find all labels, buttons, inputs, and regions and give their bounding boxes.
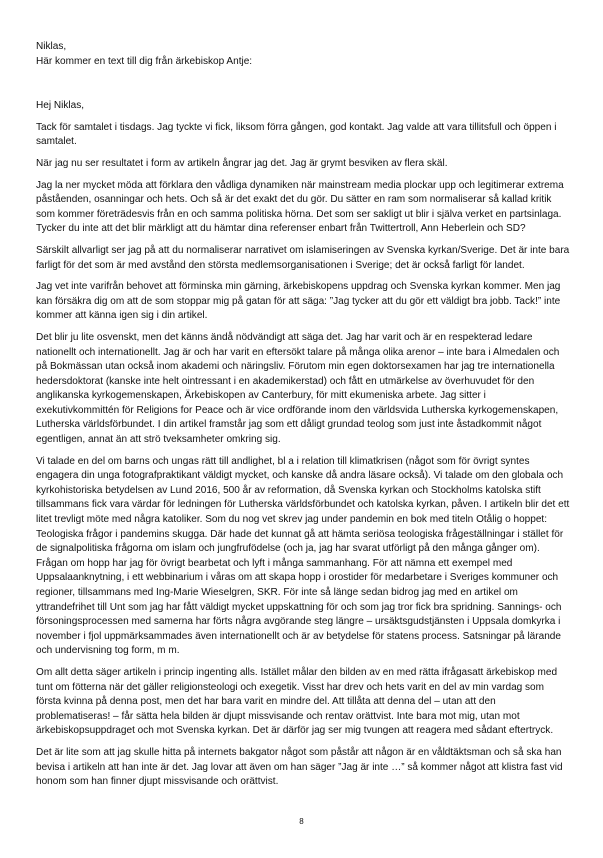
- paragraph-7: Vi talade en del om barns och ungas rätt till andlighet, bl a i relation till klimatkrisen (något som för övrigt syntes engagera din unga fotografpraktikant väldigt mycket, och kanske då andra läsare också). Vi talade om den globala och kyrkohistoriska betydelsen av Lund 2016, 500 år av reformation, då Svenska kyrkan och Stockholms katolska stift tillsammans fick vara värdar för ledningen för Lutherska världsförbundet och katolska kyrkan, påven. I artikeln blir det ett litet trevligt möte med några katoliker. Som du nog vet skrev jag under pandemin en bok med titeln Otålig o hoppet: Teologiska frågor i pandemins skugga. Där hade det kunnat gå att hämta seriösa teologiska frågeställningar i stället för de signalpolitiska frågorna om islam och jungfrufödelse (och ja, jag har svarat utförligt på den många gånger om). Frågan om hopp har jag för övrigt bearbetat och lyft i många sammanhang. För att nämna ett exempel med Uppsalaanknytning, i ett webbinarium i våras om att skapa hopp i orostider för medarbetare i Sveriges kommuner och regioner, tillsammans med Ing-Marie Wieselgren, SKR. För inte så länge sedan bidrog jag med en artikel om yttrandefrihet till Unt som jag har fått väldigt mycket uppskattning för och som jag tror fick bra spridning. Sannings- och försoningsprocessen med samerna har förts några avgörande steg längre – ursäktsgudstjänsten i Uppsala domkyrka i november i fjol uppmärksammades även internationellt och är av betydelse för statens process. Satsningar på lärande och undervisning tog form, m m.: [36, 455, 570, 657]
- paragraph-9: Det är lite som att jag skulle hitta på internets bakgator något som påstår att någon är en våldtäktsman och så ska han bevisa i artikeln att han inte är det. Jag lovar att även om han säger ”Jag är inte …” så kommer något att klistra fast vid honom som han finner djupt missvisande och orättvist.: [36, 746, 563, 788]
- paragraph-6: Det blir ju lite osvenskt, men det känns ändå nödvändigt att säga det. Jag har varit och är en respekterad ledare nationellt och internationellt. Jag är och har varit en eftersökt talare på många olika arenor – inte bara i Almedalen och på Bokmässan utan också inom akademi och näringsliv. Förutom min egen doktorsexamen har jag tre internationella hedersdoktorat (kanske inte helt ointressant i en akademikerstad) och fått en utmärkelse av överhuvudet för den anglikanska kyrkogemenskapen, Ärkebiskopen av Canterbury, för mitt ekumeniska arbete. Jag sitter i exekutivkommittén för Religions for Peace och är vice ordförande inom den världsvida Lutherska kyrkogemenskapen, Lutherska världsförbundet. I din artikel framstår jag som ett dåligt grundad teolog som just inte åstadkommit något egentligen, annat än att strö tveksamheter omkring sig.: [36, 331, 560, 446]
- page-number: 8: [299, 817, 304, 826]
- paragraph-4: Särskilt allvarligt ser jag på att du normaliserar narrativet om islamiseringen av Svenska kyrkan/Sverige. Det är inte bara farligt för det som är med avstånd den största medlemsorganisationen i Sverige; det är också farligt för landet.: [36, 244, 570, 271]
- paragraph-3: Jag la ner mycket möda att förklara den vådliga dynamiken när mainstream media plockar upp och legitimerar extrema påståenden, osanningar och hets. Och så är det exakt det du gör. Du sätter en ram som normaliserar så kallad kritik som kommer företrädesvis från en och samma politiska hörna. Det som ser sakligt ut blir i själva verket en partsinlaga. Tycker du inte att det blir märkligt att du hämtar dina referenser enbart från Twittertroll, Ann Heberlein och SD?: [36, 179, 564, 235]
- header-salutation: Niklas,: [36, 41, 67, 52]
- paragraph-1: Tack för samtalet i tisdags. Jag tyckte vi fick, liksom förra gången, god kontakt. Jag valde att vara tillitsfull och öppen i samtalet.: [36, 121, 557, 148]
- paragraph-2: När jag nu ser resultatet i form av artikeln ångrar jag det. Jag är grymt besviken av flera skäl.: [36, 157, 448, 169]
- paragraph-5: Jag vet inte varifrån behovet att förminska min gärning, ärkebiskopens uppdrag och Svenska kyrkan kommer. Men jag kan försäkra dig om att de som stoppar mig på gatan för att säga: ”Jag tycker att du gör ett väldigt bra jobb. Tack!” inte kommer att känna igen sig i din artikel.: [36, 281, 561, 322]
- header-intro-line: Här kommer en text till dig från ärkebiskop Antje:: [36, 55, 253, 67]
- letter-body: [36, 40, 570, 797]
- paragraph-8: Om allt detta säger artikeln i princip ingenting alls. Istället målar den bilden av en med rätta ifrågasatt ärkebiskop med tunt om fötterna när det gäller religionsteologi och exegetik. Visst har drev och hets varit en del av min vardag som första kvinna på denna post, men det har bara varit en mindre del. Att tillåta att denna del – utan att den problematiseras! – får sätta hela bilden är djupt missvisande och rentav orättvist. Inte bara mot mig, utan mot ärkebiskopsuppdraget och mot Svenska kyrkan. Det är därför jag ser mig tvungen att reagera med sådant eftertryck.: [36, 666, 558, 737]
- letter-greeting: Hej Niklas,: [36, 100, 85, 112]
